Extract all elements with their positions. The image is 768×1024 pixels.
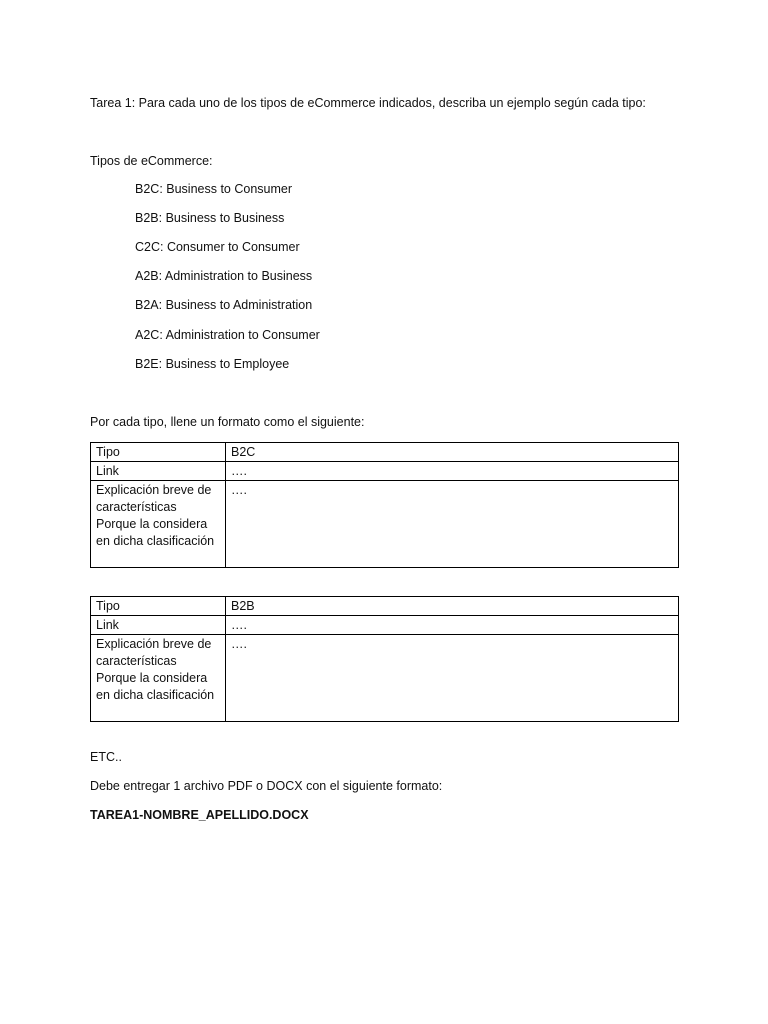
list-item (0, 239, 600, 255)
description-line: en dicha clasificación (96, 534, 215, 548)
description-line: características (96, 654, 177, 668)
task-title: Tarea 1: Para cada uno de los tipos de eCommerce indicados, describa un ejemplo según cada tipo: (90, 96, 646, 110)
types-heading: Tipos de eCommerce: (90, 154, 213, 168)
list-item-text: A2C: Administration to Consumer (135, 328, 320, 342)
description-label (91, 635, 226, 722)
table-row (91, 443, 679, 462)
list-item (0, 297, 600, 313)
table-row (91, 616, 679, 635)
list-item-text: B2E: Business to Employee (135, 357, 290, 371)
list-item (0, 356, 600, 372)
description-value: …. (226, 635, 679, 722)
table-row (91, 597, 679, 616)
etc-text: ETC.. (90, 750, 122, 764)
format-table-b2b (90, 596, 679, 722)
table-row (91, 635, 679, 722)
list-item (0, 268, 600, 284)
list-item (0, 181, 600, 197)
list-item (0, 327, 600, 343)
filename-format: TAREA1-NOMBRE_APELLIDO.DOCX (90, 808, 309, 822)
delivery-text: Debe entregar 1 archivo PDF o DOCX con el siguiente formato: (90, 779, 443, 793)
table-row (91, 462, 679, 481)
list-item-text: B2A: Business to Administration (135, 298, 313, 312)
link-value: …. (226, 616, 679, 635)
link-value: …. (226, 462, 679, 481)
tipo-label: Tipo (91, 597, 226, 616)
link-label: Link (91, 616, 226, 635)
description-line: características (96, 500, 177, 514)
tipo-label: Tipo (91, 443, 226, 462)
list-item-text: B2B: Business to Business (135, 211, 285, 225)
tipo-value: B2B (226, 597, 679, 616)
description-label (91, 481, 226, 568)
format-table-b2c (90, 442, 679, 568)
table-row (91, 481, 679, 568)
list-item-text: B2C: Business to Consumer (135, 182, 293, 196)
description-line: Porque la considera (96, 517, 208, 531)
description-line: en dicha clasificación (96, 688, 215, 702)
format-intro: Por cada tipo, llene un formato como el siguiente: (90, 415, 365, 429)
link-label: Link (91, 462, 226, 481)
description-line: Explicación breve de (96, 483, 212, 497)
list-item (0, 210, 600, 226)
list-item-text: A2B: Administration to Business (135, 269, 313, 283)
description-value: …. (226, 481, 679, 568)
list-item-text: C2C: Consumer to Consumer (135, 240, 300, 254)
description-line: Explicación breve de (96, 637, 212, 651)
tipo-value: B2C (226, 443, 679, 462)
description-line: Porque la considera (96, 671, 208, 685)
